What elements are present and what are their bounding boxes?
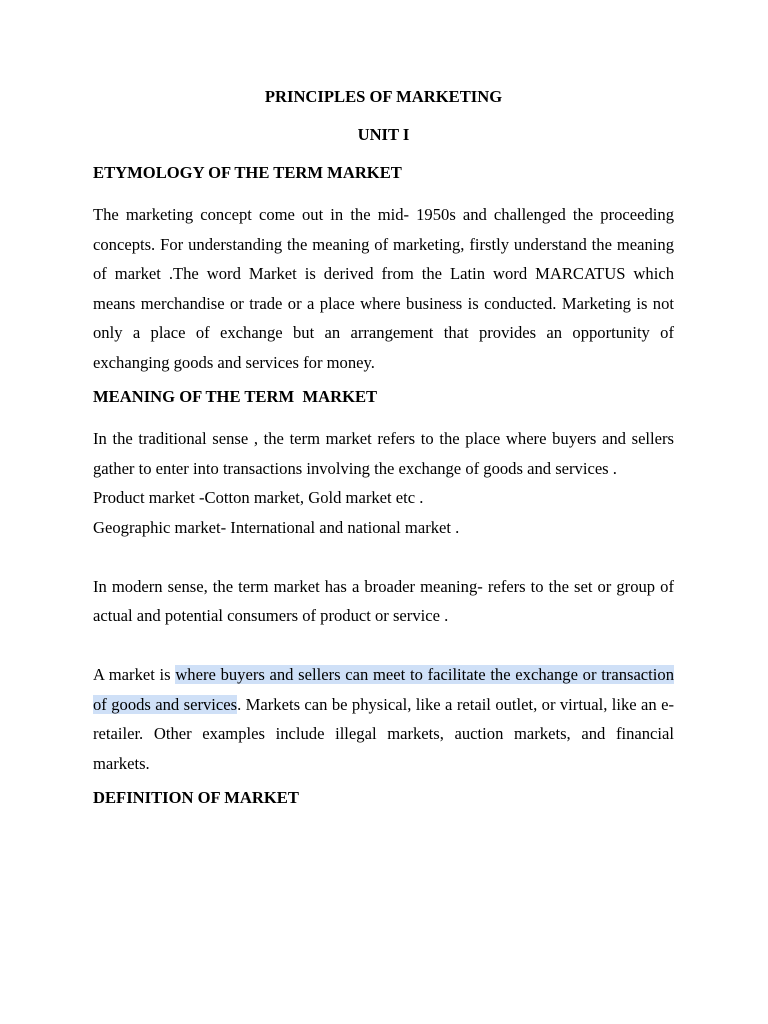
blank-line — [93, 542, 674, 572]
market-suffix-text: . Markets can be physical, like a retail outlet, or virtual, like an e-retailer. Other examples include illegal markets, auction markets, and financial markets. — [93, 694, 674, 773]
blank-line — [93, 631, 674, 661]
geographic-market-line: Geographic market- International and national market . — [93, 517, 460, 537]
document-title: PRINCIPLES OF MARKETING — [264, 87, 503, 106]
etymology-heading: ETYMOLOGY OF THE TERM MARKET — [93, 163, 402, 182]
etymology-paragraph: The marketing concept come out in the mid- 1950s and challenged the proceeding concepts. For understanding the meaning of marketing, firstly understand the meaning of market .The word Market is derived from the Latin word MARCATUS which means merchandise or trade or a place where business is conducted. Marketing is not only a place of exchange but an arrangement that provides an opportunity of exchanging goods and services for money. — [93, 205, 674, 372]
highlighted-selection[interactable]: where buyers and sellers can meet to facilitate the exchange or transaction of goods and services — [93, 665, 674, 714]
definition-heading: DEFINITION OF MARKET — [93, 788, 299, 807]
document-page — [93, 86, 674, 825]
product-market-line: Product market -Cotton market, Gold market etc . — [93, 488, 424, 507]
traditional-sense-paragraph: In the traditional sense , the term market refers to the place where buyers and sellers gather to enter into transactions involving the exchange of goods and services . — [93, 429, 674, 478]
modern-sense-paragraph: In modern sense, the term market has a broader meaning- refers to the set or group of actual and potential consumers of product or service . — [93, 576, 674, 625]
market-prefix-text: A market is — [93, 665, 176, 684]
meaning-heading: MEANING OF THE TERM MARKET — [93, 387, 378, 406]
unit-label: UNIT I — [357, 125, 410, 144]
market-definition-paragraph — [93, 660, 674, 778]
